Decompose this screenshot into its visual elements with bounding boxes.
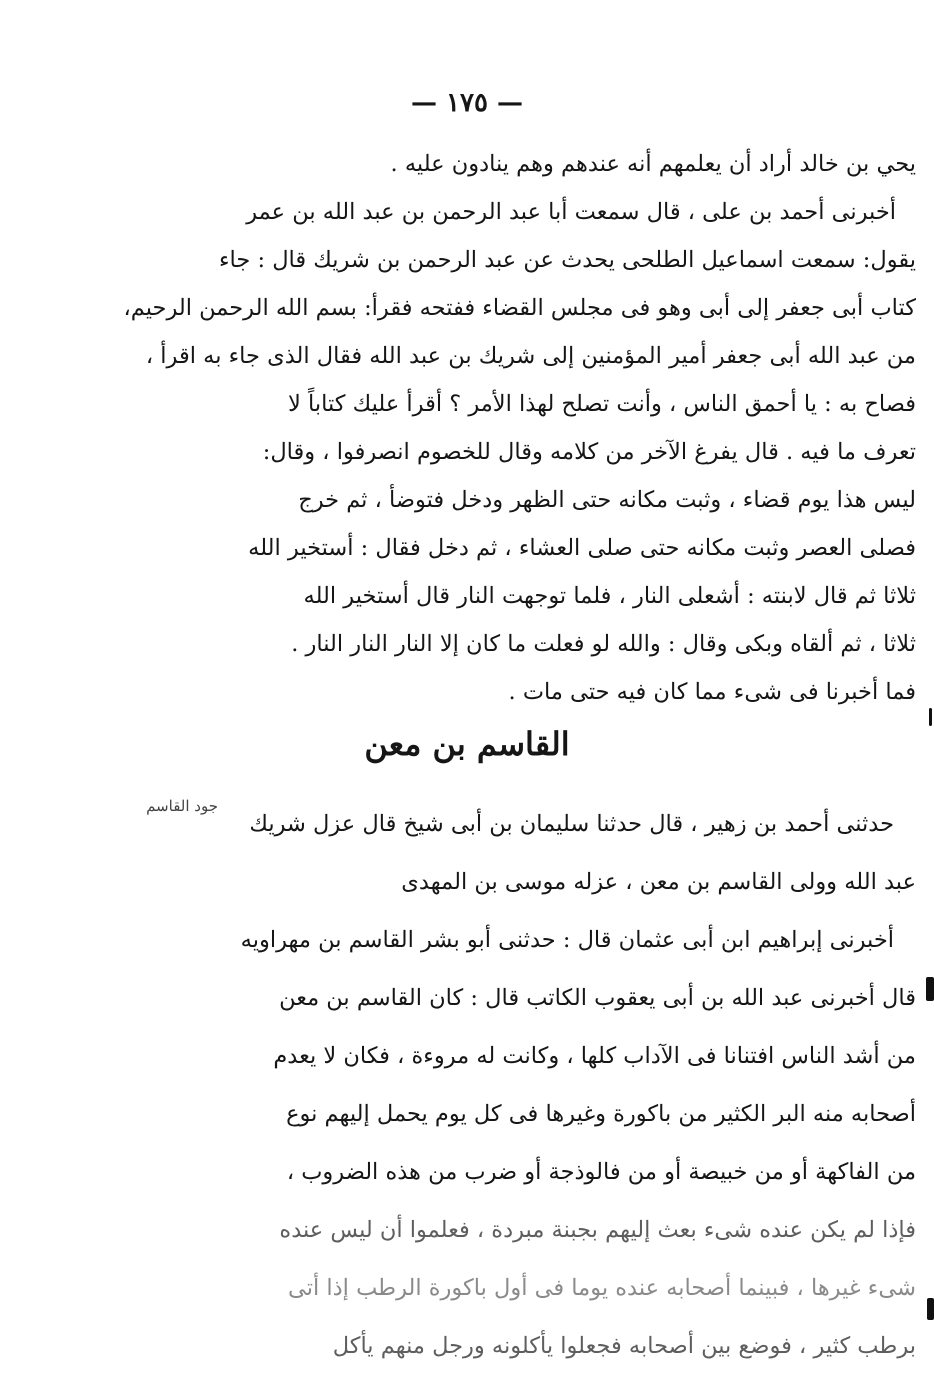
text-line: كتاب أبى جعفر إلى أبى وهو فى مجلس القضاء ففتحه فقرأ: بسم الله الرحمن الرحيم، (123, 295, 916, 321)
paragraph-bottom (216, 795, 916, 1375)
text-line: ليس هذا يوم قضاء ، وثبت مكانه حتى الظهر ودخل فتوضأ ، ثم خرج (298, 487, 916, 513)
text-line: فإذا لم يكن عنده شىء بعث إليهم بجبنة مبردة ، فعلموا أن ليس عنده (279, 1217, 916, 1243)
margin-note: جود القاسم (146, 797, 218, 815)
text-line: ثلاثا ، ثم ألقاه وبكى وقال : والله لو فعلت ما كان إلا النار النار النار . (291, 631, 916, 657)
text-line: يقول: سمعت اسماعيل الطلحى يحدث عن عبد الرحمن بن شريك قال : جاء (218, 247, 916, 273)
text-line: فصلى العصر وثبت مكانه حتى صلى العشاء ، ثم دخل فقال : أستخير الله (248, 535, 916, 561)
scan-edge-mark (927, 1298, 934, 1320)
text-line: عبد الله وولى القاسم بن معن ، عزله موسى بن المهدى (401, 869, 916, 895)
text-line: شىء غيرها ، فبينما أصحابه عنده يوما فى أول باكورة الرطب إذا أتى (287, 1275, 916, 1301)
text-line: من أشد الناس افتنانا فى الآداب كلها ، وكانت له مروءة ، فكان لا يعدم (273, 1043, 916, 1069)
text-line: من عبد الله أبى جعفر أمير المؤمنين إلى شريك بن عبد الله فقال الذى جاء به اقرأ ، (145, 343, 916, 369)
text-line: من الفاكهة أو من خبيصة أو من فالوذجة أو ضرب من هذه الضروب ، (286, 1159, 916, 1185)
text-line: فما أخبرنا فى شىء مما كان فيه حتى مات . (508, 679, 916, 705)
section-title: القاسم بن معن (364, 725, 570, 763)
scan-edge-mark (929, 708, 932, 726)
text-line: أخبرنى إبراهيم ابن أبى عثمان قال : حدثنى أبو بشر القاسم بن مهراويه (240, 927, 894, 953)
text-line: برطب كثير ، فوضع بين أصحابه فجعلوا يأكلونه ورجل منهم يأكل (332, 1333, 916, 1359)
paragraph-top (123, 140, 916, 716)
text-line: حدثنى أحمد بن زهير ، قال حدثنا سليمان بن أبى شيخ قال عزل شريك (249, 811, 894, 837)
text-line: قال أخبرنى عبد الله بن أبى يعقوب الكاتب قال : كان القاسم بن معن (279, 985, 916, 1011)
text-line: أصحابه منه البر الكثير من باكورة وغيرها فى كل يوم يحمل إليهم نوع (286, 1101, 916, 1127)
text-line: أخبرنى أحمد بن على ، قال سمعت أبا عبد الرحمن بن عبد الله بن عمر (246, 199, 896, 225)
text-line: يحي بن خالد أراد أن يعلمهم أنه عندهم وهم ينادون عليه . (390, 151, 916, 177)
scan-edge-mark (926, 977, 934, 1001)
text-line: فصاح به : يا أحمق الناس ، وأنت تصلح لهذا الأمر ؟ أقرأ عليك كتاباً لا (288, 391, 916, 417)
page-number: — ١٧٥ — (410, 88, 524, 118)
text-line: تعرف ما فيه . قال يفرغ الآخر من كلامه وقال للخصوم انصرفوا ، وقال: (262, 439, 916, 465)
text-line: ثلاثا ثم قال لابنته : أشعلى النار ، فلما توجهت النار قال أستخير الله (303, 583, 916, 609)
